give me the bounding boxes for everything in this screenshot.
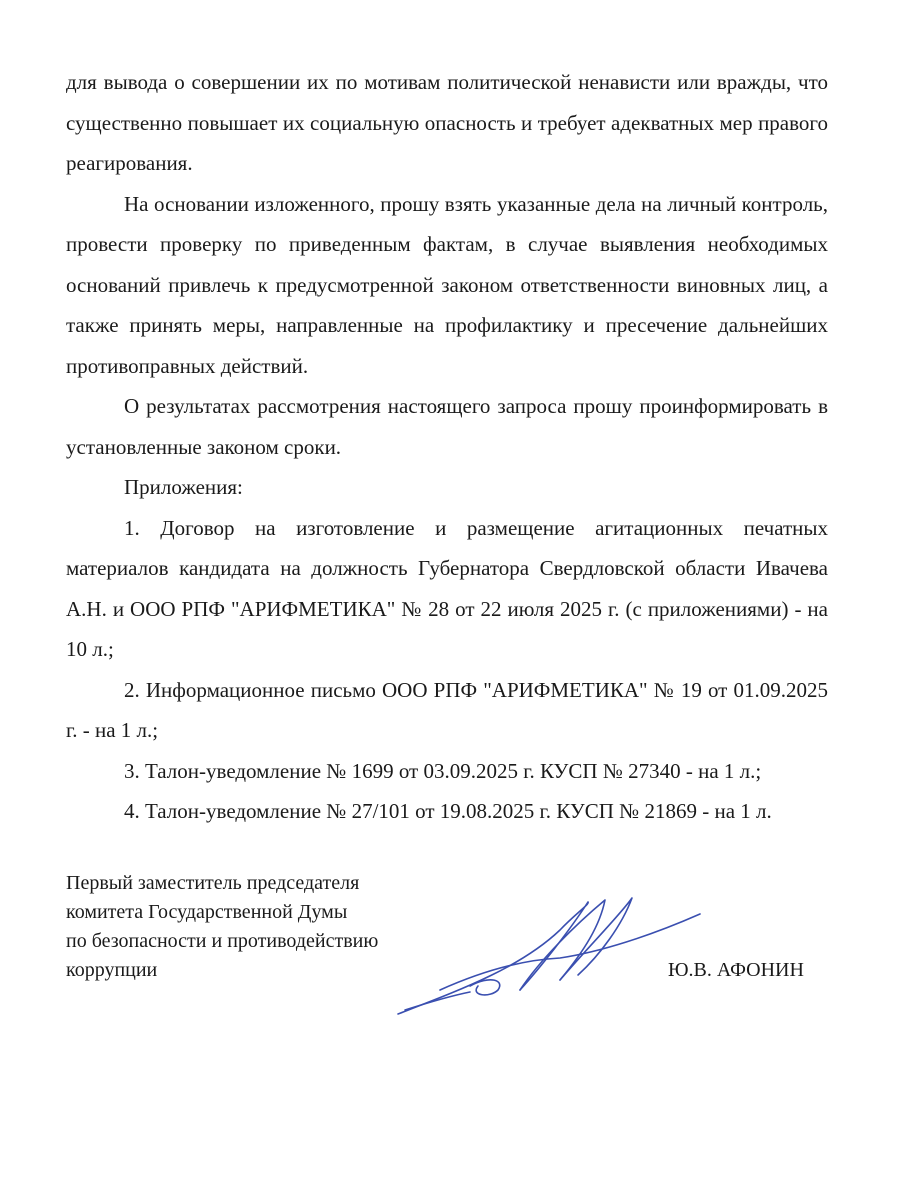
- attachment-item-3: 3. Талон-уведомление № 1699 от 03.09.2025 г. КУСП № 27340 - на 1 л.;: [124, 758, 762, 783]
- signature-stroke: [440, 914, 700, 990]
- paragraph-results: О результатах рассмотрения настоящего запроса прошу проинформировать в установленные законом сроки.: [66, 394, 828, 459]
- signature-stroke: [470, 980, 500, 995]
- signatory-title-line: по безопасности и противодействию: [66, 930, 379, 952]
- signature-stroke: [405, 992, 470, 1010]
- signatory-title-line: коррупции: [66, 959, 158, 981]
- signature-stroke: [560, 898, 632, 980]
- paragraph-request: На основании изложенного, прошу взять указанные дела на личный контроль, провести проверку по приведенным фактам, в случае выявления необходимых оснований привлечь к предусмотренной законом ответственности виновных лиц, а также принять меры, направленные на профилактику и пресечение дальнейших противоправных действий.: [66, 191, 828, 378]
- signatory-title-line: Первый заместитель председателя: [66, 872, 360, 894]
- paragraph-continuation: для вывода о совершении их по мотивам политической ненависти или вражды, что существенно повышает их социальную опасность и требует адекватных мер правого реагирования.: [66, 70, 828, 175]
- signatory-title: [66, 869, 466, 985]
- attachment-item-1: 1. Договор на изготовление и размещение агитационных печатных материалов кандидата на должность Губернатора Свердловской области Ивачева А.Н. и ООО РПФ "АРИФМЕТИКА" № 28 от 22 июля 2025 г. (с приложениями) - на 10 л.;: [66, 515, 828, 661]
- attachment-item-4: 4. Талон-уведомление № 27/101 от 19.08.2025 г. КУСП № 21869 - на 1 л.: [124, 799, 772, 823]
- attachment-item-2: 2. Информационное письмо ООО РПФ "АРИФМЕТИКА" № 19 от 01.09.2025 г. - на 1 л.;: [66, 677, 828, 742]
- signature-stroke: [520, 900, 605, 990]
- signatory-title-line: комитета Государственной Думы: [66, 901, 348, 923]
- attachments-heading: Приложения:: [124, 475, 243, 499]
- signatory-name: Ю.В. АФОНИН: [668, 959, 804, 981]
- letter-body: [66, 62, 828, 832]
